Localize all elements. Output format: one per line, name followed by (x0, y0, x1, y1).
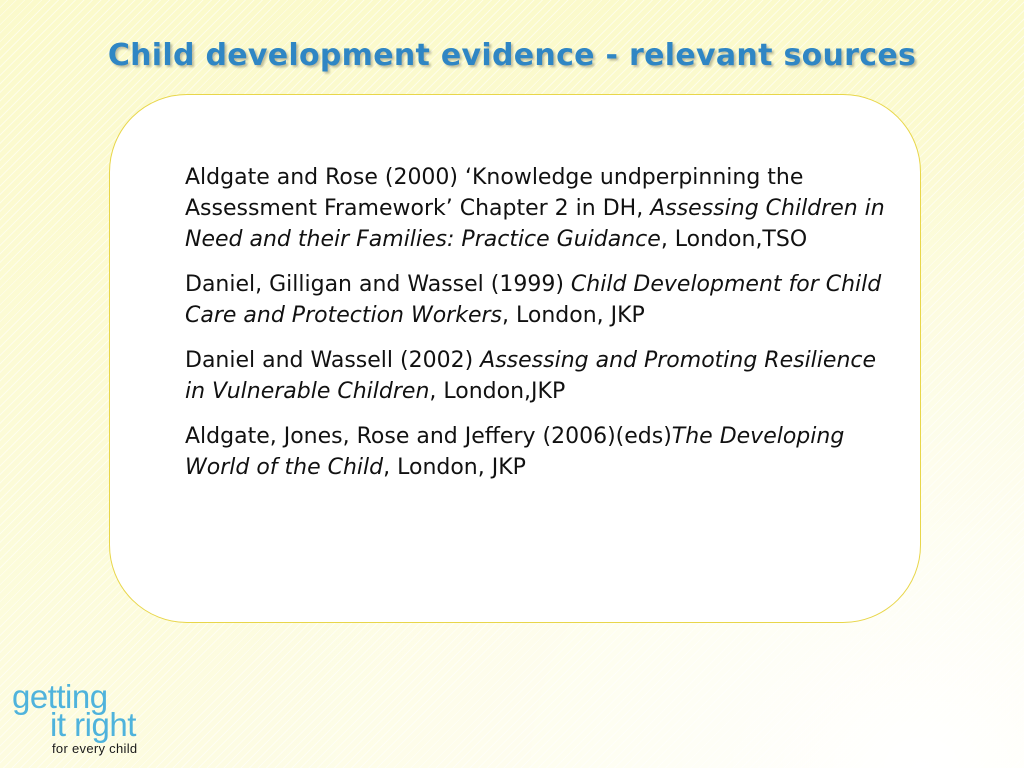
reference-item (185, 421, 885, 483)
reference-publisher: , London, JKP (383, 455, 526, 480)
reference-text: Aldgate and Rose (2000) ‘Knowledge undperpinning the Assessment Framework’ Chapter 2 in DH, (185, 165, 804, 221)
logo-line-it-right: it right (50, 706, 136, 743)
reference-publisher: , London,JKP (429, 379, 566, 404)
reference-title: Child Development for Child Care and Protection Workers (185, 272, 882, 328)
logo-line-getting: getting (12, 678, 108, 715)
reference-item (185, 162, 885, 255)
reference-publisher: , London, JKP (502, 303, 645, 328)
slide-title: Child development evidence - relevant sources (107, 38, 917, 73)
reference-item (185, 269, 885, 331)
reference-text: Daniel, Gilligan and Wassel (1999) (185, 272, 571, 297)
reference-title: The Developing World of the Child (185, 424, 845, 480)
reference-title: Assessing Children in Need and their Families: Practice Guidance (185, 196, 885, 252)
reference-title: Assessing and Promoting Resilience in Vulnerable Children (185, 348, 877, 404)
getting-it-right-logo (12, 678, 152, 763)
reference-text: Daniel and Wassell (2002) (185, 348, 481, 373)
reference-item (185, 345, 885, 407)
reference-list (185, 162, 885, 497)
reference-publisher: , London,TSO (660, 227, 808, 252)
reference-text: Aldgate, Jones, Rose and Jeffery (2006)(eds) (185, 424, 672, 449)
logo-tagline: for every child (52, 741, 138, 756)
